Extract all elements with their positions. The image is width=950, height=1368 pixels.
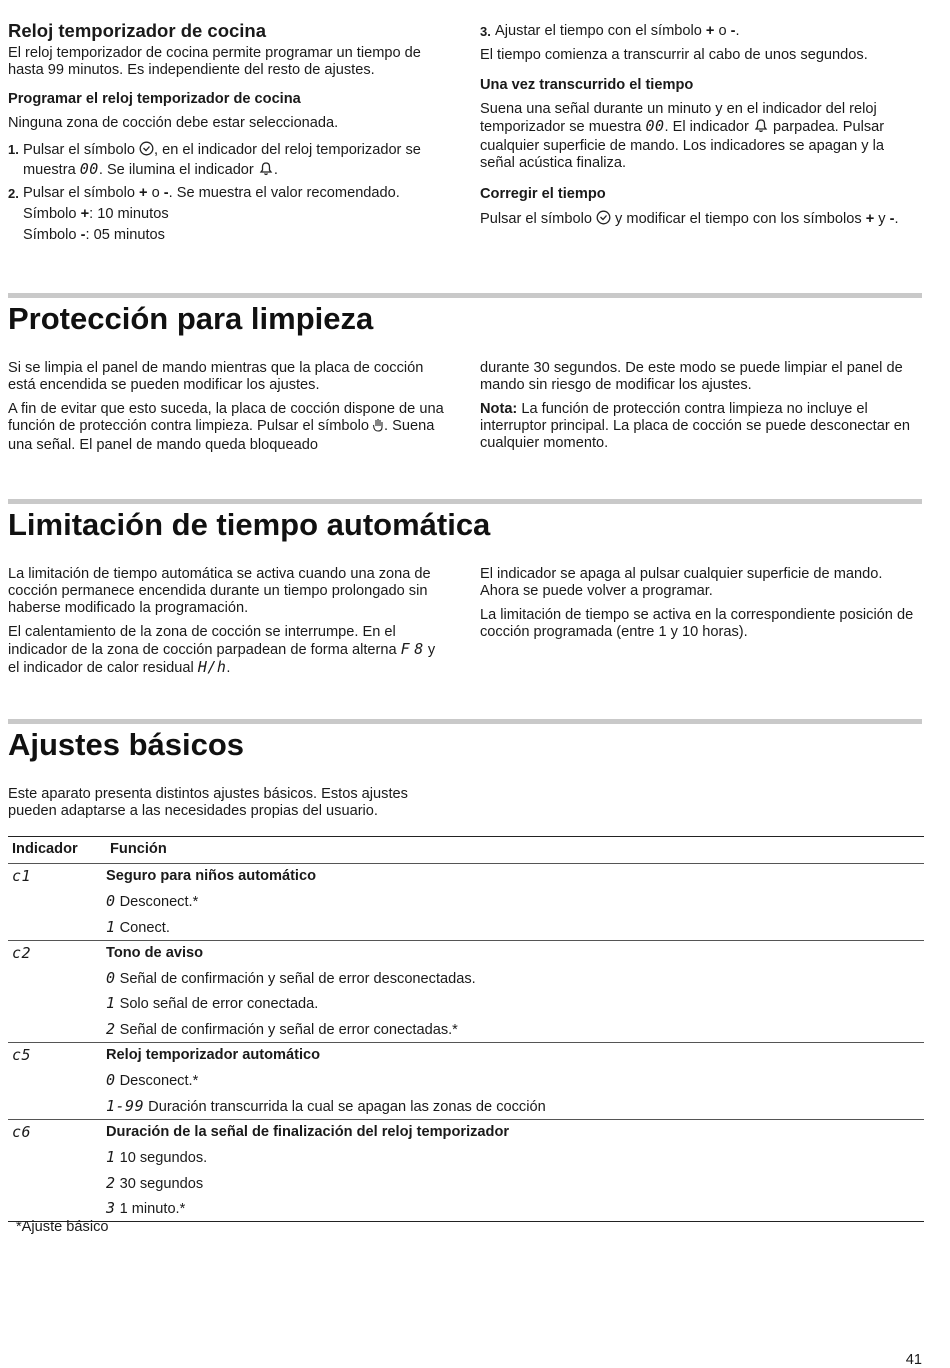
display-digits: F [400,640,411,658]
col-header-indicator: Indicador [8,837,106,864]
step-3: 3. Ajustar el tiempo con el símbolo + o -. [480,23,740,39]
cleaning-p2: A fin de evitar que esto suceda, la placa de cocción dispone de una función de protección contra limpieza. Pulsar el símbolo . Suena una señal. El panel de mando queda bloqueado [8,401,444,453]
time-limit-p4: La limitación de tiempo se activa en la correspondiente posición de cocción programada (entre 1 y 10 horas). [480,607,914,640]
hand-wipe-icon [373,418,384,437]
cleaning-p3: durante 30 segundos. De este modo se puede limpiar el panel de mando sin riesgo de modificar los ajustes. [480,360,903,393]
timer-title: Reloj temporizador de cocina [8,20,267,41]
function-title: Tono de aviso [106,944,204,961]
program-steps [8,141,448,244]
cleaning-note: Nota: La función de protección contra limpieza no incluye el interruptor principal. La placa de cocción se puede desconectar en cualquier momento. [480,401,910,451]
option-line: 0 Señal de confirmación y señal de error desconectadas. [106,969,476,988]
time-limit-p1: La limitación de tiempo automática se activa cuando una zona de cocción permanece encendida durante un tiempo prolongado sin haberse modificado la programación. [8,566,431,616]
step-3-text: El tiempo comienza a transcurrir al cabo de unos segundos. [480,47,868,63]
display-digits: 00 [79,160,99,178]
cleaning-left-column [8,360,450,461]
step-2: 2. Pulsar el símbolo + o -. Se muestra el valor recomendado. Símbolo +: 10 minutos Símbolo -: 05 minutos [8,185,448,244]
basic-settings-heading: Ajustes básicos [8,727,245,762]
page-number: 41 [905,1352,922,1368]
bell-icon [753,118,769,138]
option-line: 2 30 segundos [106,1173,204,1192]
timer-intro: El reloj temporizador de cocina permite programar un tiempo de hasta 99 minutos. Es independiente del resto de ajustes. [8,45,421,78]
basic-settings-table [8,836,924,1222]
cleaning-right-column [480,360,922,459]
time-elapsed-subheading: Una vez transcurrido el tiempo [480,77,694,93]
table-footnote: *Ajuste básico [16,1219,109,1235]
table-header-row [8,837,924,864]
option-line: 0 Desconect.* [106,1071,199,1090]
cleaning-p1: Si se limpia el panel de mando mientras que la placa de cocción está encendida se pueden modificar los ajustes. [8,360,424,393]
time-limit-right-column [480,566,922,648]
option-line: 2 Señal de confirmación y señal de error conectadas.* [106,1019,458,1038]
table-row [8,940,924,1042]
option-line: 1 10 segundos. [106,1148,208,1167]
timer-section-right [480,23,922,237]
step-2-minus-line: Símbolo -: 05 minutos [23,227,165,243]
indicator-code: c5 [12,1046,32,1065]
col-header-function: Función [106,837,924,864]
display-digits: H/h [197,658,227,676]
indicator-code: c1 [12,867,32,885]
correct-time-subheading: Corregir el tiempo [480,186,606,202]
step-2-plus-line: Símbolo +: 10 minutos [23,206,169,222]
time-limit-p3: El indicador se apaga al pulsar cualquier superficie de mando. Ahora se puede volver a programar. [480,566,883,599]
option-line: 1 Conect. [106,917,170,936]
table-row [8,864,924,941]
program-timer-subheading: Programar el reloj temporizador de cocina [8,91,301,107]
step-3-list [480,23,922,40]
option-line: 1 Solo señal de error conectada. [106,994,319,1013]
option-line: 0 Desconect.* [106,892,199,911]
indicator-code: c2 [12,943,32,962]
timer-clock-icon [596,210,611,230]
table-row [8,1043,924,1120]
option-line: 3 1 minuto.* [106,1198,186,1217]
function-title: Reloj temporizador automático [106,1047,321,1064]
table-row [8,1119,924,1221]
basic-settings-intro: Este aparato presenta distintos ajustes básicos. Estos ajustes pueden adaptarse a las necesidades propias del usuario. [8,786,408,819]
bell-icon [258,161,274,181]
section-divider [8,719,922,724]
step-1: 1. Pulsar el símbolo , en el indicador del reloj temporizador se muestra 00. Se ilumina el indicador . [8,141,448,181]
time-limit-heading: Limitación de tiempo automática [8,507,491,542]
section-divider [8,293,922,298]
option-line: 1-99 Duración transcurrida la cual se apagan las zonas de cocción [106,1096,546,1115]
cleaning-protection-heading: Protección para limpieza [8,301,374,336]
time-elapsed-text: Suena una señal durante un minuto y en el indicador del reloj temporizador se muestra 00. El indicador parpadea. Pulsar cualquier superficie de mando. Los indicadores se apagan y la señal acústica finaliza. [480,101,885,171]
correct-time-text: Pulsar el símbolo y modificar el tiempo con los símbolos + y -. [480,210,922,230]
indicator-code: c6 [12,1122,32,1141]
time-limit-p2: El calentamiento de la zona de cocción se interrumpe. En el indicador de la zona de cocción parpadean de forma alterna F 8 y el indicador de calor residual H/h. [8,624,436,676]
timer-section-left [8,20,448,248]
section-divider [8,499,922,504]
time-limit-left-column [8,566,450,684]
display-digits: 8 [414,640,424,658]
function-title: Seguro para niños automático [106,868,317,884]
program-timer-note: Ninguna zona de cocción debe estar seleccionada. [8,115,339,131]
function-title: Duración de la señal de finalización del reloj temporizador [106,1123,510,1140]
timer-clock-icon [139,141,154,161]
display-digits: 00 [645,117,665,135]
